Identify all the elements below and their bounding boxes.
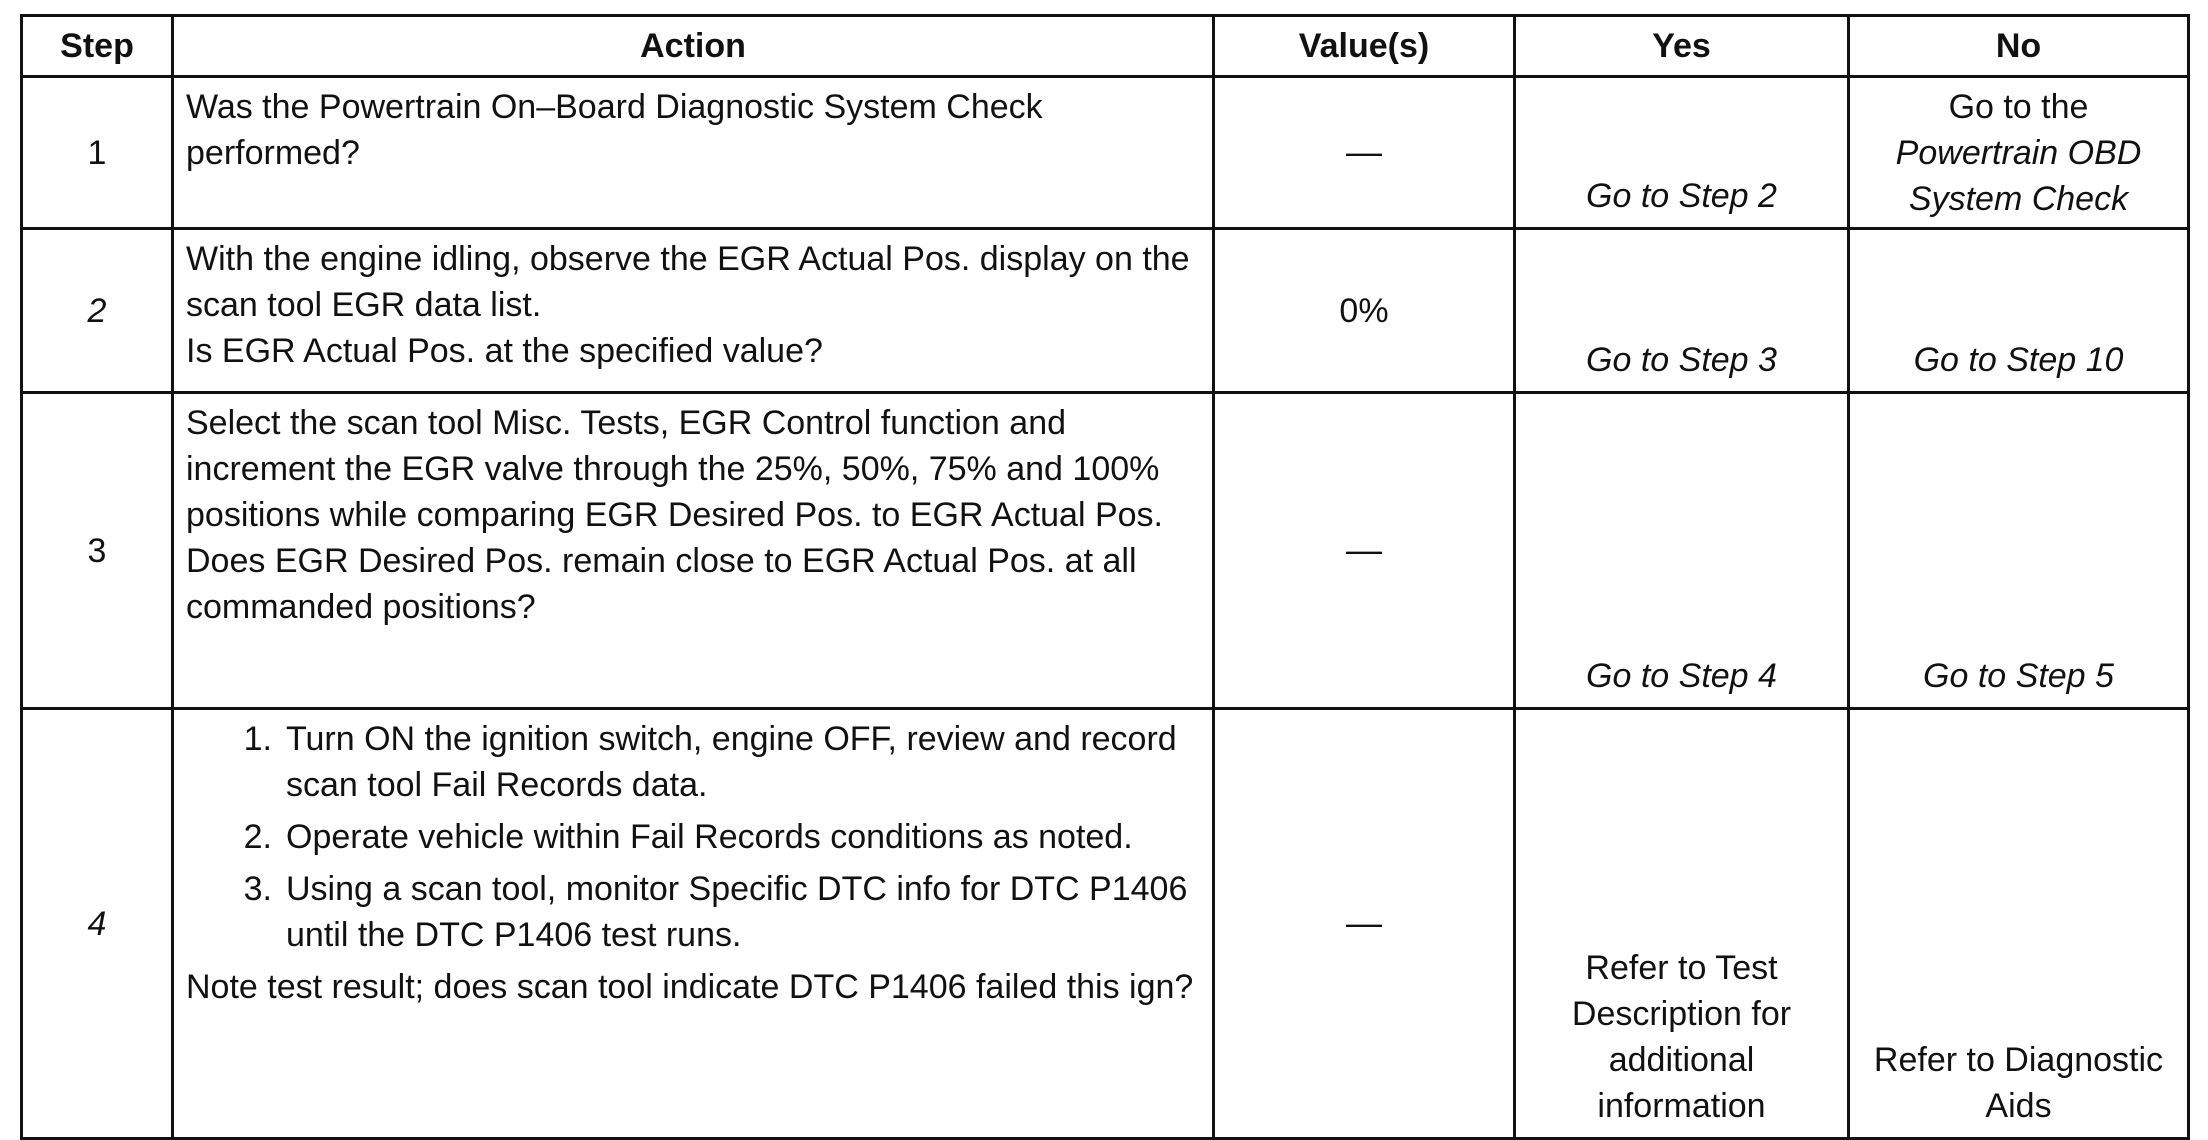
list-item-number: 3.	[243, 870, 272, 908]
value-text: —	[1346, 529, 1382, 570]
list-item-text: Turn ON the ignition switch, engine OFF, review and record scan tool Fail Records data.	[286, 720, 1177, 804]
no-text-line1: Go to the	[1948, 87, 2089, 126]
action-text: Select the scan tool Misc. Tests, EGR Control function and increment the EGR valve through the 25%, 50%, 75% and 100% positions while comparing EGR Desired Pos. to EGR Actual Pos.	[186, 404, 1163, 534]
list-item-number: 1.	[243, 720, 272, 758]
list-item-text: Operate vehicle within Fail Records conditions as noted.	[286, 818, 1133, 856]
value-text: 0%	[1339, 291, 1389, 330]
value-cell	[1214, 77, 1515, 229]
table-row-step-3	[22, 393, 2189, 709]
yes-cell: Go to Step 2	[1515, 77, 1849, 229]
list-item-number: 2.	[243, 818, 272, 856]
header-values: Value(s)	[1214, 16, 1515, 77]
action-steps-list	[186, 716, 1200, 958]
action-question: Note test result; does scan tool indicate DTC P1406 failed this ign?	[186, 968, 1194, 1006]
step-number: 1	[22, 77, 173, 229]
action-question: Is EGR Actual Pos. at the specified value?	[186, 332, 823, 370]
action-question: Does EGR Desired Pos. remain close to EGR Actual Pos. at all commanded positions?	[186, 542, 1137, 626]
no-text-line2: Powertrain OBD System Check	[1895, 133, 2142, 218]
value-text: —	[1346, 131, 1382, 172]
yes-cell: Go to Step 4	[1515, 393, 1849, 709]
no-cell: Go to Step 10	[1849, 229, 2189, 393]
table-row-step-4	[22, 709, 2189, 1139]
step-number: 3	[22, 393, 173, 709]
list-item	[186, 716, 1200, 808]
value-text: —	[1346, 902, 1382, 943]
action-text: With the engine idling, observe the EGR Actual Pos. display on the scan tool EGR data list.	[186, 240, 1190, 324]
table-row-step-1	[22, 77, 2189, 229]
no-cell: Go to Step 5	[1849, 393, 2189, 709]
list-item-text: Using a scan tool, monitor Specific DTC info for DTC P1406 until the DTC P1406 test runs.	[286, 870, 1188, 954]
no-cell	[1849, 77, 2189, 229]
action-cell	[173, 77, 1214, 229]
no-cell: Refer to Diagnostic Aids	[1849, 709, 2189, 1139]
value-cell	[1214, 393, 1515, 709]
action-cell	[173, 393, 1214, 709]
list-item	[186, 866, 1200, 958]
yes-cell: Refer to Test Description for additional information	[1515, 709, 1849, 1139]
action-text: Was the Powertrain On–Board Diagnostic System Check performed?	[186, 88, 1043, 172]
table-row-step-2	[22, 229, 2189, 393]
value-cell	[1214, 709, 1515, 1139]
diagnostic-table-sheet	[20, 14, 2190, 1140]
action-cell	[173, 229, 1214, 393]
header-row	[22, 16, 2189, 77]
header-yes: Yes	[1515, 16, 1849, 77]
header-action: Action	[173, 16, 1214, 77]
value-cell	[1214, 229, 1515, 393]
header-step: Step	[22, 16, 173, 77]
action-cell	[173, 709, 1214, 1139]
step-number: 2	[22, 229, 173, 393]
list-item	[186, 814, 1200, 860]
step-number: 4	[22, 709, 173, 1139]
header-no: No	[1849, 16, 2189, 77]
diagnostic-table	[20, 14, 2190, 1140]
yes-cell: Go to Step 3	[1515, 229, 1849, 393]
